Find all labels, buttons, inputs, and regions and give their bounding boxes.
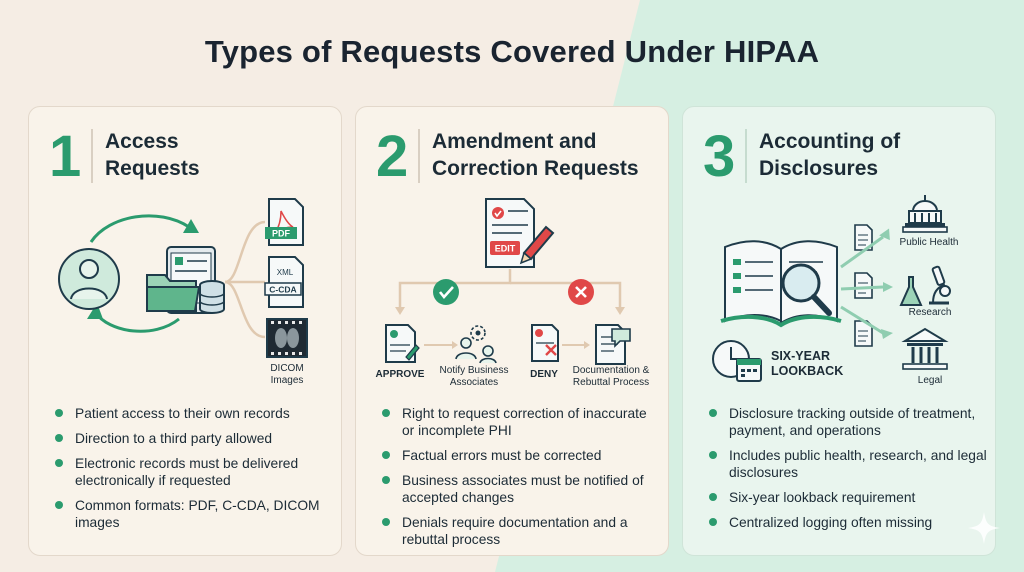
approved-document-icon <box>386 325 419 362</box>
approve-label: APPROVE <box>375 369 425 380</box>
list-item: Denials require documentation and a rebuttal process <box>376 514 660 548</box>
list-item: Disclosure tracking outside of treatment, payment, and operations <box>703 405 987 439</box>
bullet-list <box>703 405 987 539</box>
edit-badge: EDIT <box>494 243 516 254</box>
card-number: 2 <box>376 124 409 189</box>
card-amendment-requests <box>355 106 669 556</box>
list-item: Centralized logging often missing <box>703 514 987 531</box>
arrowhead <box>883 282 893 292</box>
card-accounting-disclosures <box>682 106 996 556</box>
arrowhead <box>584 341 590 349</box>
public-health-label: Public Health <box>899 237 959 248</box>
arrowhead <box>881 329 893 339</box>
branch-connector <box>225 222 265 337</box>
bullet-list <box>49 405 333 539</box>
arrowhead <box>452 341 458 349</box>
notify-label <box>434 365 514 389</box>
card-number: 1 <box>49 124 82 189</box>
open-book-icon <box>721 241 841 325</box>
card-access-requests <box>28 106 342 556</box>
patient-avatar-icon <box>59 249 119 309</box>
arrowhead <box>615 307 625 315</box>
card-title-line2: Requests <box>105 157 200 180</box>
deny-label: DENY <box>530 369 558 380</box>
card-title-line1: Amendment and <box>432 130 597 153</box>
pdf-badge: PDF <box>272 228 290 239</box>
pdf-file-icon <box>265 199 303 245</box>
folder-icon <box>147 275 199 311</box>
disclosure-doc-icon <box>855 273 872 298</box>
clock-calendar-icon <box>713 341 761 381</box>
notify-line1: Notify Business <box>439 365 509 376</box>
research-lab-icon <box>901 266 950 305</box>
sparkle-icon <box>966 510 1002 546</box>
notify-line2: Associates <box>449 377 499 388</box>
card-title-line1: Access <box>105 130 179 153</box>
list-item: Common formats: PDF, C-CDA, DICOM images <box>49 497 333 531</box>
list-item: Right to request correction of inaccurate or incomplete PHI <box>376 405 660 439</box>
dicom-film-icon <box>267 319 307 357</box>
arrowhead <box>395 307 405 315</box>
card-title-line2: Correction Requests <box>432 157 639 180</box>
six-year-lookback-label <box>771 349 843 379</box>
denied-document-icon <box>532 325 558 361</box>
business-associates-icon <box>456 326 496 363</box>
bullet-list <box>376 405 660 556</box>
list-item: Six-year lookback requirement <box>703 489 987 506</box>
card-number: 3 <box>703 124 736 189</box>
lookback-line2: LOOKBACK <box>771 364 844 378</box>
list-item: Patient access to their own records <box>49 405 333 422</box>
documentation-line1: Documentation & <box>572 365 650 376</box>
database-icon <box>200 281 224 313</box>
rebuttal-document-icon <box>596 325 630 364</box>
dicom-label-line2: Images <box>270 375 304 386</box>
card-title-line2: Disclosures <box>759 157 879 180</box>
legal-label: Legal <box>917 375 943 386</box>
access-illustration <box>29 107 343 397</box>
list-item: Includes public health, research, and legal disclosures <box>703 447 987 481</box>
dicom-label <box>265 363 309 387</box>
list-item: Factual errors must be corrected <box>376 447 660 464</box>
xml-badge: XML <box>276 268 294 277</box>
list-item: Direction to a third party allowed <box>49 430 333 447</box>
deny-x-icon <box>568 279 594 305</box>
ccda-badge: C-CDA <box>269 284 297 295</box>
dicom-label-line1: DICOM <box>270 363 304 374</box>
legal-courthouse-icon <box>903 329 947 369</box>
lookback-line1: SIX-YEAR <box>771 349 831 363</box>
research-label: Research <box>908 307 952 318</box>
list-item: Electronic records must be delivered electronically if requested <box>49 455 333 489</box>
page-title: Types of Requests Covered Under HIPAA <box>204 34 820 69</box>
xml-file-icon <box>265 257 303 307</box>
public-health-building-icon <box>903 195 947 232</box>
list-item: Business associates must be notified of accepted changes <box>376 472 660 506</box>
approve-check-icon <box>433 279 459 305</box>
documentation-label <box>568 365 654 389</box>
documentation-line2: Rebuttal Process <box>572 377 650 388</box>
amendment-illustration <box>356 107 670 397</box>
card-title-line1: Accounting of <box>759 130 901 153</box>
